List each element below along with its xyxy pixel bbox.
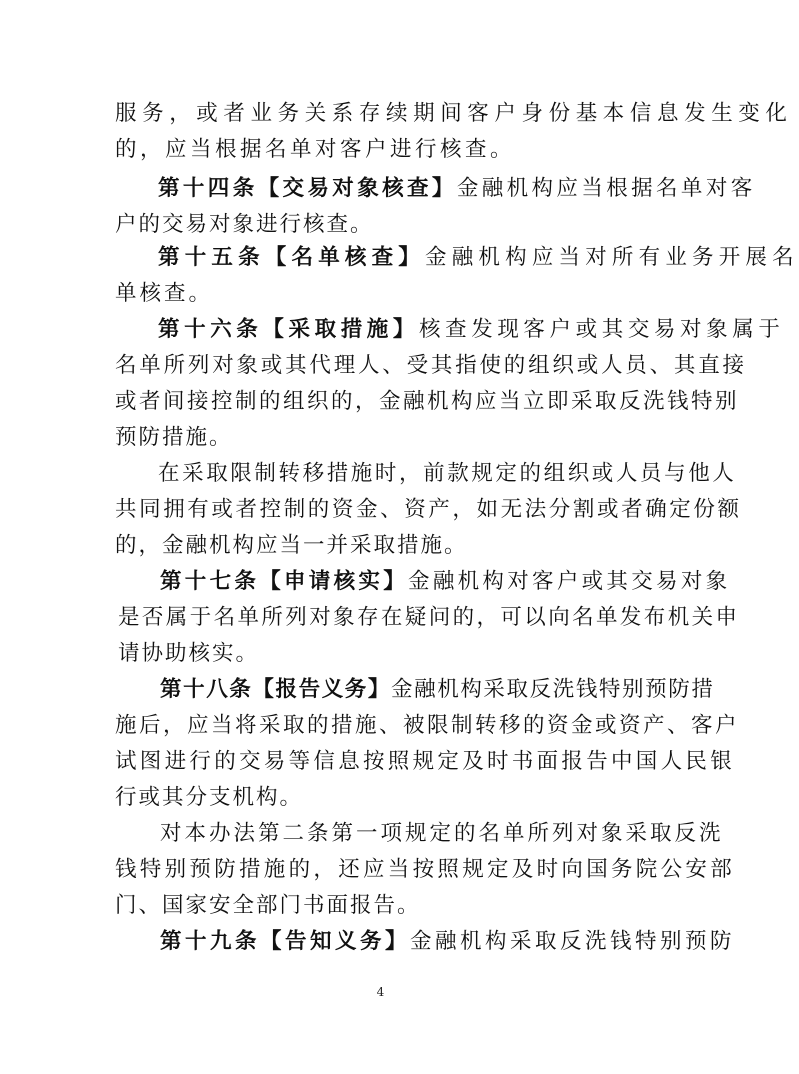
text-line: 在采取限制转移措施时，前款规定的组织或人员与他人 bbox=[158, 461, 737, 486]
article-text: 金融机构应当对所有业务开展名 bbox=[425, 245, 799, 270]
page-number: 4 bbox=[376, 985, 385, 999]
article-heading: 第十五条【名单核查】 bbox=[158, 245, 426, 270]
text-line: 预防措施。 bbox=[115, 425, 233, 450]
article-heading: 第十七条【申请核实】 bbox=[160, 569, 409, 594]
text-line: 的，应当根据名单对客户进行核查。 bbox=[115, 137, 516, 162]
text-line bbox=[160, 562, 730, 602]
text-line: 单核查。 bbox=[115, 281, 214, 306]
text-line bbox=[158, 310, 784, 350]
article-text: 金融机构对客户或其交易对象 bbox=[408, 569, 731, 594]
text-line: 门、国家安全部门书面报告。 bbox=[115, 893, 421, 918]
text-line bbox=[160, 670, 714, 710]
article-heading: 第十四条【交易对象核查】 bbox=[158, 176, 457, 201]
article-text: 核查发现客户或其交易对象属于 bbox=[419, 317, 785, 342]
article-text: 金融机构应当根据名单对客 bbox=[456, 176, 756, 201]
text-line: 对本办法第二条第一项规定的名单所列对象采取反洗 bbox=[160, 821, 724, 846]
text-line: 名单所列对象或其代理人、受其指使的组织或人员、其直接 bbox=[115, 353, 747, 378]
article-heading: 第十六条【采取措施】 bbox=[158, 317, 420, 342]
text-line: 的，金融机构应当一并采取措施。 bbox=[115, 533, 468, 558]
article-heading: 第十八条【报告义务】 bbox=[160, 677, 392, 702]
article-heading: 第十九条【告知义务】 bbox=[160, 929, 411, 954]
article-text: 金融机构采取反洗钱特别预防 bbox=[410, 929, 736, 954]
text-line: 钱特别预防措施的，还应当按照规定及时向国务院公安部 bbox=[115, 857, 736, 882]
text-line bbox=[160, 922, 735, 962]
text-line: 是否属于名单所列对象存在疑问的，可以向名单发布机关申 bbox=[118, 605, 740, 630]
text-line bbox=[158, 238, 799, 278]
text-line: 施后，应当将采取的措施、被限制转移的资金或资产、客户 bbox=[115, 713, 740, 738]
text-line: 户的交易对象进行核查。 bbox=[115, 212, 374, 237]
text-line: 共同拥有或者控制的资金、资产，如无法分割或者确定份额 bbox=[115, 497, 742, 522]
text-line bbox=[158, 169, 756, 209]
text-line: 试图进行的交易等信息按照规定及时书面报告中国人民银 bbox=[115, 749, 736, 774]
text-line: 或者间接控制的组织的，金融机构应当立即采取反洗钱特别 bbox=[115, 389, 740, 414]
text-line: 请协助核实。 bbox=[118, 641, 260, 666]
text-line: 行或其分支机构。 bbox=[115, 785, 304, 810]
article-text: 金融机构采取反洗钱特别预防措 bbox=[391, 677, 715, 702]
text-line: 服务，或者业务关系存续期间客户身份基本信息发生变化 bbox=[115, 101, 793, 126]
